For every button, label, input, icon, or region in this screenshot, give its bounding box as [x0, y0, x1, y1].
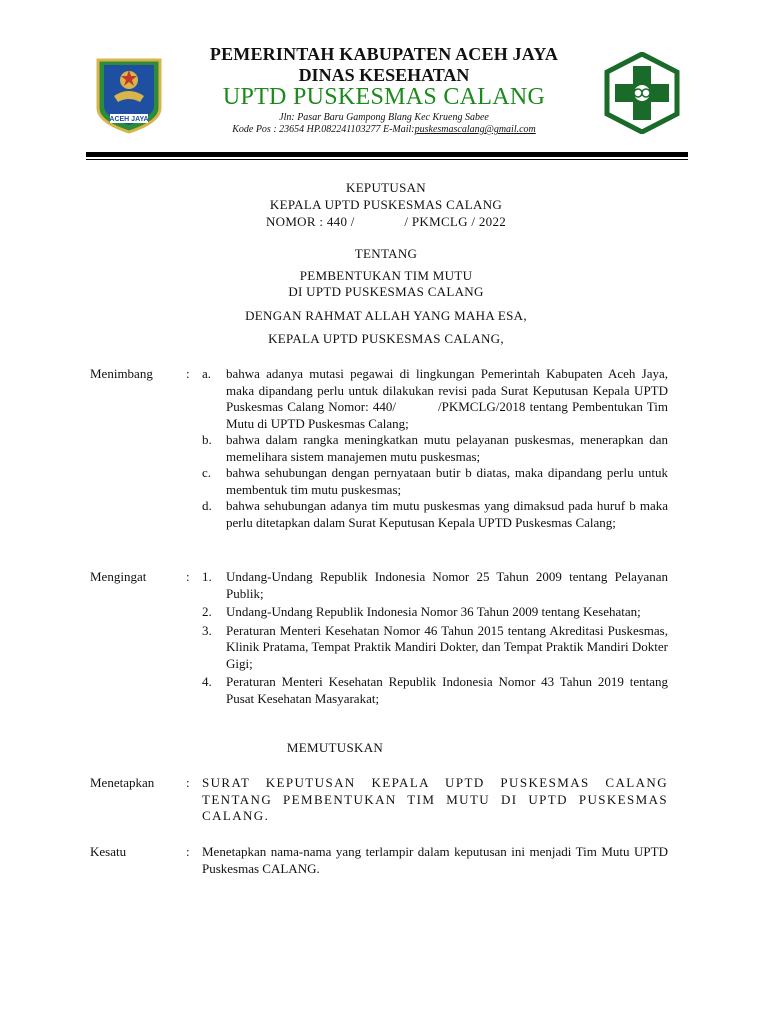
item-text: Undang-Undang Republik Indonesia Nomor 25 Tahun 2009 tentang Pelayanan Publik;	[226, 569, 668, 601]
list-item	[202, 674, 668, 707]
subject-line-1: PEMBENTUKAN TIM MUTU	[299, 268, 473, 283]
menimbang-colon: :	[186, 366, 190, 381]
menetapkan-label: Menetapkan	[90, 775, 155, 790]
item-marker: d.	[202, 498, 212, 513]
letterhead-rule-thin	[86, 159, 688, 160]
email-link[interactable]: puskesmascalang@gmail.com	[414, 124, 536, 135]
list-item	[202, 432, 668, 465]
about-heading: TENTANG	[354, 246, 418, 261]
aceh-jaya-emblem-icon	[94, 56, 164, 134]
mengingat-label: Mengingat	[90, 569, 147, 584]
mengingat-list	[202, 569, 668, 707]
item-marker: 3.	[202, 622, 212, 638]
menimbang-label: Menimbang	[90, 366, 153, 381]
list-item	[202, 623, 668, 673]
mengingat-colon: :	[186, 569, 190, 584]
item-marker: a.	[202, 366, 212, 381]
item-text: Undang-Undang Republik Indonesia Nomor 36 Tahun 2009 tentang Kesehatan;	[226, 604, 641, 619]
list-item	[202, 366, 672, 432]
item-marker: 1.	[202, 569, 212, 584]
letterhead-contact	[170, 124, 598, 135]
letterhead-government: PEMERINTAH KABUPATEN ACEH JAYA	[209, 44, 559, 64]
letterhead-address: Jln: Pasar Baru Gampong Blang Kec Krueng Sabee	[279, 112, 489, 123]
letterhead-rule-thick	[86, 152, 688, 157]
item-text: bahwa sehubungan adanya tim mutu puskesmas yang dimaksud pada huruf b maka perlu ditetapkan dalam Surat Keputusan Kepala UPTD Puskesmas Calang;	[226, 498, 668, 530]
item-text: Peraturan Menteri Kesehatan Republik Indonesia Nomor 43 Tahun 2019 tentang Pusat Kesehatan Masyarakat;	[226, 674, 668, 706]
invocation: DENGAN RAHMAT ALLAH YANG MAHA ESA,	[245, 308, 527, 323]
decision-heading: MEMUTUSKAN	[286, 740, 384, 755]
doc-type: KEPUTUSAN	[346, 180, 426, 195]
list-item	[202, 569, 668, 602]
item-marker: 4.	[202, 674, 212, 689]
item-text: Peraturan Menteri Kesehatan Nomor 46 Tahun 2015 tentang Akreditasi Puskesmas, Klinik Pratama, Tempat Praktik Mandiri Dokter, dan Tempat Praktik Mandiri Dokter Gigi;	[226, 622, 668, 671]
section-kesatu	[90, 844, 680, 880]
list-item	[202, 465, 668, 498]
kesatu-colon: :	[186, 844, 190, 859]
menetapkan-text: SURAT KEPUTUSAN KEPALA UPTD PUSKESMAS CALANG TENTANG PEMBENTUKAN TIM MUTU DI UPTD PUSKESMAS CALANG.	[202, 775, 668, 823]
svg-text:ACEH JAYA: ACEH JAYA	[109, 116, 149, 123]
doc-issuer: KEPALA UPTD PUSKESMAS CALANG	[269, 197, 503, 212]
item-marker: b.	[202, 432, 212, 447]
list-item	[202, 498, 668, 531]
letterhead-department: DINAS KESEHATAN	[298, 65, 470, 85]
doc-number: NOMOR : 440 / / PKMCLG / 2022	[265, 214, 507, 229]
section-mengingat	[90, 569, 680, 729]
section-menetapkan	[90, 775, 680, 827]
list-item	[202, 604, 668, 621]
kesatu-text: Menetapkan nama-nama yang terlampir dalam keputusan ini menjadi Tim Mutu UPTD Puskesmas CALANG.	[202, 844, 668, 876]
kesatu-label: Kesatu	[90, 844, 127, 859]
menimbang-list	[202, 366, 672, 531]
item-marker: 2.	[202, 604, 212, 619]
section-menimbang	[90, 366, 680, 556]
puskesmas-logo-icon	[602, 52, 682, 134]
menetapkan-colon: :	[186, 775, 190, 790]
contact-text: Kode Pos : 23654 HP.082241103277 E-Mail:	[232, 124, 415, 135]
item-text: bahwa adanya mutasi pegawai di lingkungan Pemerintah Kabupaten Aceh Jaya, maka dipandang perlu untuk dilakukan revisi pada Surat Keputusan Kepala UPTD Puskesmas Calang Nomor: 440/ /PKMCLG/2018 tentang Pembentukan Tim Mutu di UPTD Puskesmas Calang;	[226, 366, 672, 431]
official-title: KEPALA UPTD PUSKESMAS CALANG,	[268, 331, 504, 346]
subject-line-2: DI UPTD PUSKESMAS CALANG	[288, 284, 484, 299]
letterhead-institution: UPTD PUSKESMAS CALANG	[222, 84, 546, 110]
item-text: bahwa sehubungan dengan pernyataan butir b diatas, maka dipandang perlu untuk membentuk tim mutu puskesmas;	[226, 465, 668, 497]
item-marker: c.	[202, 465, 212, 480]
item-text: bahwa dalam rangka meningkatkan mutu pelayanan puskesmas, menerapkan dan memelihara sistem manajemen mutu puskesmas;	[226, 432, 668, 464]
